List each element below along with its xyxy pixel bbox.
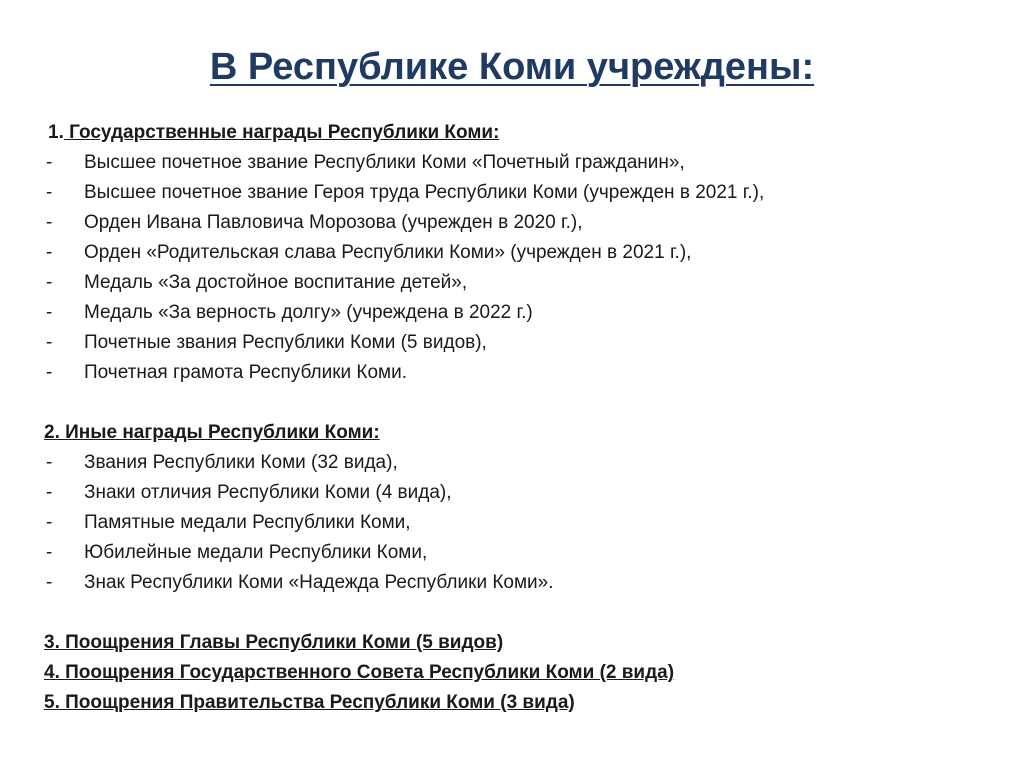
- list-item: [44, 268, 1004, 298]
- list-item-text: Памятные медали Республики Коми,: [84, 512, 411, 533]
- slide-title: В Республике Коми учреждены:: [209, 46, 815, 88]
- bullet-dash: -: [46, 182, 53, 203]
- bullet-dash: -: [46, 482, 53, 503]
- bullet-dash: -: [46, 362, 53, 383]
- slide-body: [44, 118, 1004, 718]
- list-item-text: Юбилейные медали Республики Коми,: [84, 542, 428, 563]
- section-1-title: Государственные награды Республики Коми:: [63, 122, 500, 143]
- list-item: [44, 358, 1004, 388]
- list-item-text: Знаки отличия Республики Коми (4 вида),: [84, 482, 452, 503]
- list-item: [44, 238, 1004, 268]
- section-5-heading: 5. Поощрения Правительства Республики Коми (3 вида): [44, 692, 575, 713]
- list-item: [44, 568, 1004, 598]
- list-item: [44, 208, 1004, 238]
- section-2-heading: 2. Иные награды Республики Коми:: [44, 422, 380, 443]
- list-item-text: Высшее почетное звание Героя труда Республики Коми (учрежден в 2021 г.),: [84, 182, 765, 203]
- list-item-text: Медаль «За верность долгу» (учреждена в 2022 г.): [84, 302, 533, 323]
- spacer: [44, 598, 1004, 628]
- list-item-text: Высшее почетное звание Республики Коми «Почетный гражданин»,: [84, 152, 685, 173]
- spacer: [44, 388, 1004, 418]
- list-item: [44, 538, 1004, 568]
- bullet-dash: -: [46, 332, 53, 353]
- list-item-text: Орден Ивана Павловича Морозова (учрежден в 2020 г.),: [84, 212, 583, 233]
- bullet-dash: -: [46, 212, 53, 233]
- section-3-heading: 3. Поощрения Главы Республики Коми (5 видов): [44, 632, 504, 653]
- list-item-text: Знак Республики Коми «Надежда Республики Коми».: [84, 572, 554, 593]
- section-4-heading: 4. Поощрения Государственного Совета Республики Коми (2 вида): [44, 662, 675, 683]
- bullet-dash: -: [46, 152, 53, 173]
- list-item-text: Медаль «За достойное воспитание детей»,: [84, 272, 468, 293]
- section-1-heading: [44, 118, 1004, 148]
- bullet-dash: -: [46, 242, 53, 263]
- bullet-dash: -: [46, 272, 53, 293]
- bullet-dash: -: [46, 512, 53, 533]
- list-item-text: Звания Республики Коми (32 вида),: [84, 452, 398, 473]
- list-item: [44, 178, 1004, 208]
- list-item-text: Почетная грамота Республики Коми.: [84, 362, 408, 383]
- bullet-dash: -: [46, 452, 53, 473]
- list-item: [44, 148, 1004, 178]
- list-item: [44, 298, 1004, 328]
- list-item-text: Орден «Родительская слава Республики Коми» (учрежден в 2021 г.),: [84, 242, 692, 263]
- list-item: [44, 328, 1004, 358]
- bullet-dash: -: [46, 572, 53, 593]
- list-item: [44, 478, 1004, 508]
- bullet-dash: -: [46, 542, 53, 563]
- bullet-dash: -: [46, 302, 53, 323]
- list-item-text: Почетные звания Республики Коми (5 видов),: [84, 332, 487, 353]
- list-item: [44, 508, 1004, 538]
- section-1-number: 1.: [48, 122, 64, 143]
- list-item: [44, 448, 1004, 478]
